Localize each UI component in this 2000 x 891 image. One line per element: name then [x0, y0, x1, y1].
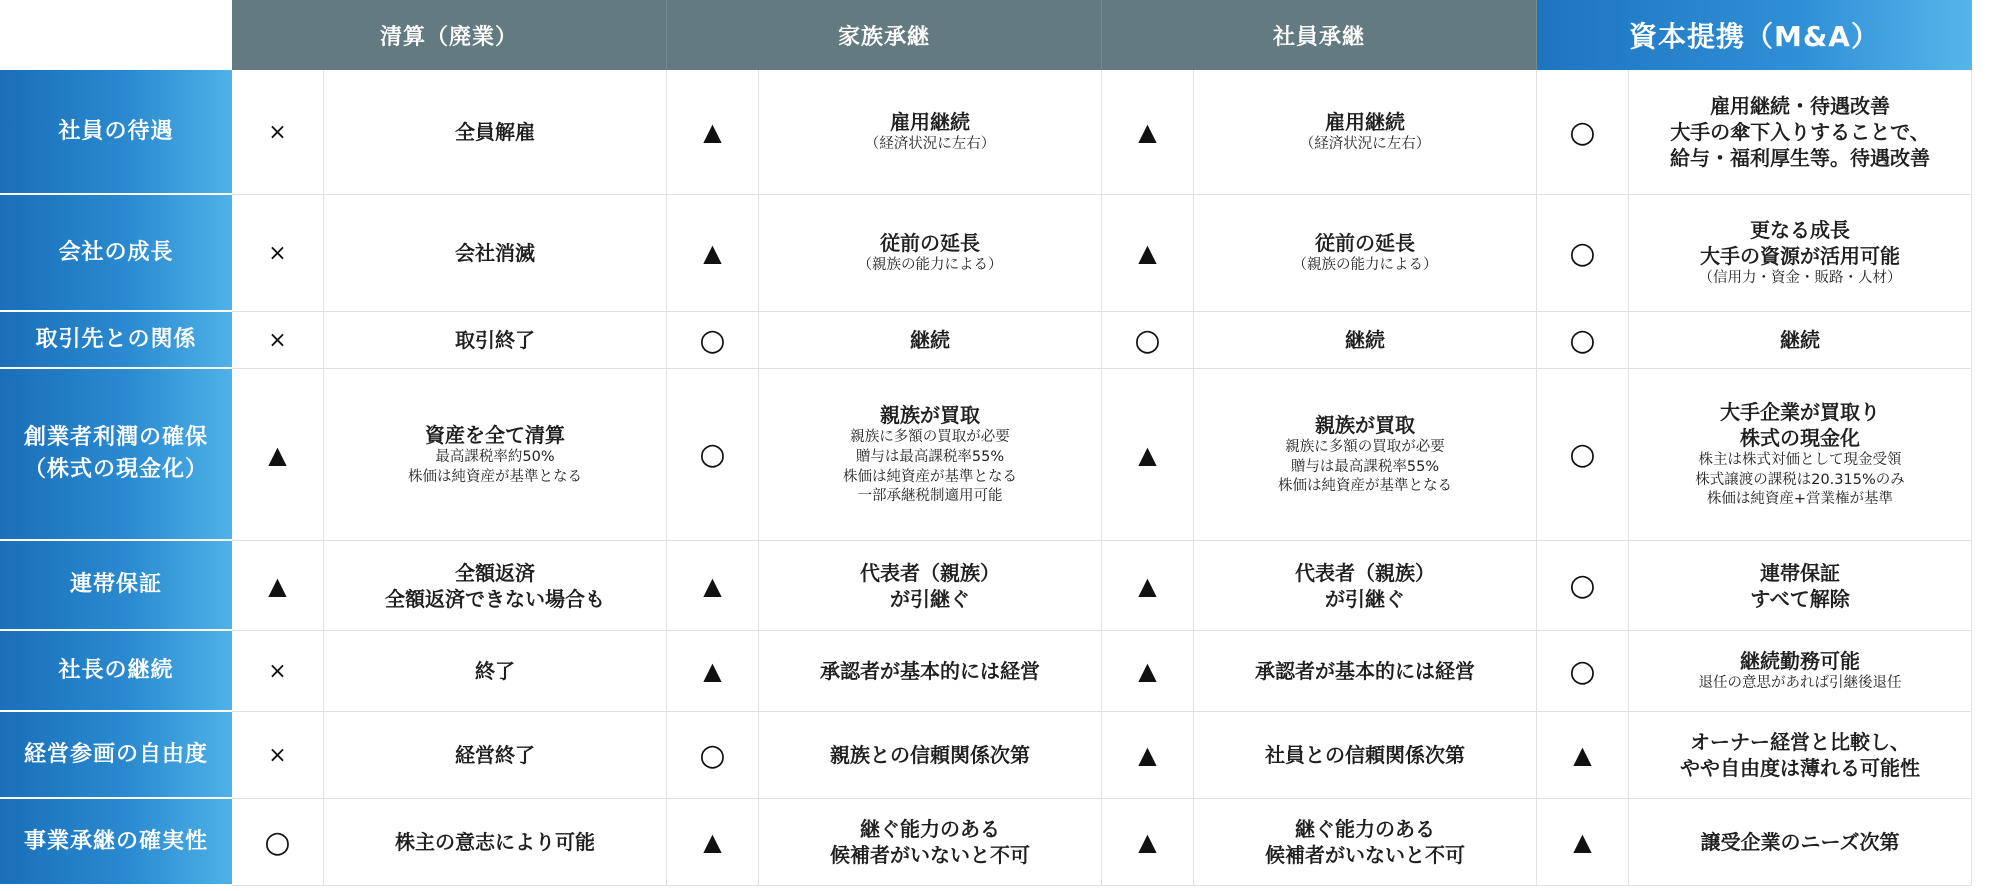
cell-sub-text: 親族に多額の買取が必要 贈与は最高課税率55% 株価は純資産が基準となる — [1278, 439, 1452, 495]
cell-sub-text: 最高課税率約50% 株価は純資産が基準となる — [408, 448, 582, 485]
cell-sub-text: 退任の意思があれば引継後退任 — [1698, 675, 1902, 692]
cell-main-text: 雇用継続 — [1325, 110, 1405, 135]
rating-mark: ○ — [1537, 631, 1629, 712]
cell-main-text: 承認者が基本的には経営 — [1255, 659, 1475, 683]
rating-mark: ▲ — [232, 369, 324, 541]
rating-mark: ▲ — [1102, 541, 1194, 631]
col-header-liquidation: 清算（廃業） — [232, 0, 667, 70]
cell-main-text: 終了 — [475, 659, 515, 683]
cell-main-text: 従前の延長 — [1315, 231, 1415, 256]
table-cell — [759, 712, 1102, 799]
rating-mark: × — [232, 712, 324, 799]
table-cell — [324, 312, 667, 369]
rating-mark: ○ — [232, 799, 324, 886]
col-header-ma: 資本提携（M&A） — [1537, 0, 1972, 70]
row-header: 経営参画の自由度 — [0, 712, 232, 799]
cell-main-text: 継ぐ能力のある 候補者がいないと不可 — [1265, 817, 1465, 867]
table-cell — [324, 541, 667, 631]
cell-sub-text: 親族に多額の買取が必要 贈与は最高課税率55% 株価は純資産が基準となる 一部承継税制適用可能 — [843, 429, 1017, 505]
rating-mark: ▲ — [1102, 631, 1194, 712]
rating-mark: ▲ — [667, 195, 759, 312]
cell-main-text: 承認者が基本的には経営 — [820, 659, 1040, 683]
cell-sub-text: 株主は株式対価として現金受領 株式譲渡の課税は20.315%のみ 株価は純資産+営業権が基準 — [1695, 452, 1905, 508]
table-cell — [1194, 312, 1537, 369]
table-cell — [1194, 195, 1537, 312]
table-cell — [1194, 799, 1537, 886]
row-header: 社長の継続 — [0, 631, 232, 712]
row-header: 創業者利潤の確保 （株式の現金化） — [0, 369, 232, 541]
rating-mark: ▲ — [1102, 369, 1194, 541]
table-cell — [324, 70, 667, 195]
rating-mark: ▲ — [1537, 799, 1629, 886]
cell-main-text: 継ぐ能力のある 候補者がいないと不可 — [830, 817, 1030, 867]
rating-mark: × — [232, 195, 324, 312]
rating-mark: ○ — [667, 312, 759, 369]
rating-mark: × — [232, 631, 324, 712]
table-cell — [1629, 312, 1972, 369]
table-cell — [1629, 369, 1972, 541]
cell-main-text: 従前の延長 — [880, 231, 980, 256]
cell-main-text: 雇用継続・待遇改善 大手の傘下入りすることで、 給与・福利厚生等。待遇改善 — [1670, 94, 1930, 170]
rating-mark: ▲ — [1102, 70, 1194, 195]
cell-main-text: 社員との信頼関係次第 — [1265, 743, 1465, 767]
table-cell — [759, 312, 1102, 369]
table-cell — [1629, 631, 1972, 712]
cell-main-text: 代表者（親族） が引継ぐ — [1295, 560, 1435, 611]
cell-main-text: 親族が買取 — [880, 403, 980, 428]
cell-sub-text: （親族の能力による） — [1292, 257, 1438, 274]
cell-main-text: 取引終了 — [455, 328, 535, 352]
cell-main-text: 譲受企業のニーズ次第 — [1700, 830, 1900, 854]
rating-mark: ▲ — [667, 631, 759, 712]
col-header-family-succession: 家族承継 — [667, 0, 1102, 70]
rating-mark: ▲ — [667, 541, 759, 631]
table-cell — [324, 799, 667, 886]
cell-sub-text: （親族の能力による） — [857, 257, 1003, 274]
cell-main-text: 継続 — [1780, 328, 1820, 352]
rating-mark: ▲ — [667, 70, 759, 195]
cell-main-text: 株主の意志により可能 — [395, 830, 595, 854]
cell-sub-text: （信用力・資金・販路・人材） — [1698, 270, 1902, 287]
cell-main-text: 親族が買取 — [1315, 413, 1415, 438]
rating-mark: ○ — [1537, 541, 1629, 631]
table-cell — [1194, 712, 1537, 799]
rating-mark: ○ — [1102, 312, 1194, 369]
table-cell — [1194, 70, 1537, 195]
cell-main-text: オーナー経営と比較し、 やや自由度は薄れる可能性 — [1680, 730, 1920, 780]
rating-mark: ▲ — [1537, 712, 1629, 799]
rating-mark: ○ — [1537, 70, 1629, 195]
corner-cell — [0, 0, 232, 70]
table-cell — [324, 369, 667, 541]
rating-mark: × — [232, 70, 324, 195]
table-cell — [759, 369, 1102, 541]
rating-mark: ○ — [1537, 312, 1629, 369]
rating-mark: × — [232, 312, 324, 369]
rating-mark: ▲ — [1102, 195, 1194, 312]
table-cell — [1194, 541, 1537, 631]
table-cell — [1629, 712, 1972, 799]
table-cell — [759, 195, 1102, 312]
rating-mark: ▲ — [1102, 799, 1194, 886]
cell-main-text: 資産を全て清算 — [425, 422, 565, 447]
row-header: 連帯保証 — [0, 541, 232, 631]
cell-main-text: 大手企業が買取り 株式の現金化 — [1720, 400, 1880, 451]
rating-mark: ▲ — [232, 541, 324, 631]
table-cell — [759, 541, 1102, 631]
table-cell — [759, 631, 1102, 712]
cell-main-text: 全員解雇 — [455, 120, 535, 144]
cell-main-text: 全額返済 全額返済できない場合も — [385, 560, 605, 611]
row-header: 会社の成長 — [0, 195, 232, 312]
rating-mark: ○ — [1537, 195, 1629, 312]
table-cell — [759, 70, 1102, 195]
table-cell — [1629, 195, 1972, 312]
row-header: 事業承継の確実性 — [0, 799, 232, 886]
cell-main-text: 会社消滅 — [455, 241, 535, 265]
table-cell — [1629, 799, 1972, 886]
cell-main-text: 経営終了 — [455, 743, 535, 767]
col-header-employee-succession: 社員承継 — [1102, 0, 1537, 70]
table-cell — [324, 631, 667, 712]
row-header: 取引先との関係 — [0, 312, 232, 369]
table-cell — [324, 195, 667, 312]
cell-main-text: 連帯保証 すべて解除 — [1750, 560, 1850, 611]
table-cell — [1194, 369, 1537, 541]
rating-mark: ▲ — [1102, 712, 1194, 799]
row-header: 社員の待遇 — [0, 70, 232, 195]
table-cell — [324, 712, 667, 799]
cell-sub-text: （経済状況に左右） — [1299, 136, 1431, 153]
rating-mark: ▲ — [667, 799, 759, 886]
cell-main-text: 雇用継続 — [890, 110, 970, 135]
cell-main-text: 更なる成長 大手の資源が活用可能 — [1700, 218, 1900, 269]
cell-main-text: 親族との信頼関係次第 — [830, 743, 1030, 767]
table-cell — [759, 799, 1102, 886]
rating-mark: ○ — [1537, 369, 1629, 541]
table-cell — [1629, 541, 1972, 631]
table-cell — [1629, 70, 1972, 195]
cell-main-text: 継続 — [1345, 328, 1385, 352]
table-cell — [1194, 631, 1537, 712]
rating-mark: ○ — [667, 712, 759, 799]
cell-main-text: 代表者（親族） が引継ぐ — [860, 560, 1000, 611]
cell-main-text: 継続勤務可能 — [1740, 649, 1860, 674]
cell-sub-text: （経済状況に左右） — [864, 136, 996, 153]
rating-mark: ○ — [667, 369, 759, 541]
cell-main-text: 継続 — [910, 328, 950, 352]
